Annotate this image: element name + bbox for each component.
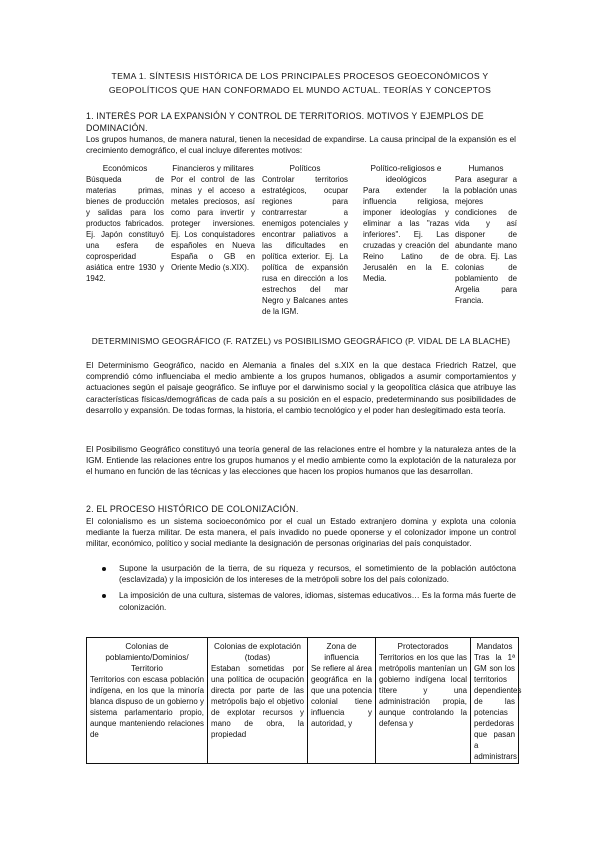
section-2-heading: 2. EL PROCESO HISTÓRICO DE COLONIZACIÓN. <box>86 504 299 514</box>
table-cell-explotacion <box>208 638 308 764</box>
table-cell-heading: Protectorados <box>397 642 449 651</box>
table-cell-mandatos <box>471 638 522 764</box>
table-cell-poblamiento <box>87 638 208 764</box>
motive-text: Controlar territorios estratégicos, ocupar regiones para contrarrestar a enemigos potenciales y encontrar paliativos a las dificultades en política exterior. Ej. La política de expansión rusa en dirección a los estrechos del mar Negro y Balcanes antes de la IGM. <box>262 175 348 316</box>
bullet-dot-icon <box>102 594 106 598</box>
table-cell-protectorados <box>376 638 471 764</box>
bullet-item <box>102 590 516 612</box>
section-2-intro: El colonialismo es un sistema socioeconómico por el cual un Estado extranjero domina y explota una colonia mediante la fuerza militar. De esta manera, el país invadido no puede oponerse y el colonizador impone un control militar, económico, político y social mediante la designación de personas originarias del país conquistador. <box>86 517 516 549</box>
motive-heading: Políticos <box>289 164 321 173</box>
determinismo-paragraph: El Determinismo Geográfico, nacido en Alemania a finales del s.XIX en la que destaca Friedrich Ratzel, que comprendió cómo influenciaba el medio ambiente a los grupos humanos, obligados a asumir comportamientos y actuaciones según el paisaje geográfico. Se influye por el darwinismo social y la geopolítica clásica que atribuye las características físicas/demográficas de cada país a su posición en el espacio, predeterminando sus posibilidades de desarrollo y expansión. De todas formas, la historia, el cambio tecnológico y el poder han deslegitimado esta teoría. <box>86 361 516 415</box>
table-cell-text: Estaban sometidas por una política de ocupación directa por parte de las metrópolis bajo el objetivo de explotar recursos y mano de obra, la propiedad <box>211 664 304 739</box>
motive-text: Para extender la influencia religiosa, imponer ideologías y eliminar a las "razas inferiores". Ej. Las cruzadas y creación del Reino Latino de Jerusalén en la E. Media. <box>363 186 449 283</box>
table-cell-heading: Colonias de poblamiento/Dominios/ Territorio <box>105 642 189 673</box>
motive-heading: Financieros y militares <box>172 164 254 173</box>
table-row <box>87 638 519 764</box>
motive-column-humanos <box>455 163 517 306</box>
motive-text: Búsqueda de materias primas, bienes de producción y salidas para los productos fabricados. Ej. Japón constituyó una esfera de coprosperidad asiática entre 1930 y 1942. <box>86 175 164 283</box>
motive-heading: Económicos <box>102 164 148 173</box>
motive-column-financieros <box>171 163 255 273</box>
table-cell-text: Territorios en los que las metrópolis mantenían un gobierno indígena local títere y una administración propia, aunque controlando la defensa y <box>379 653 467 728</box>
motive-heading: Político-religiosos e ideológicos <box>370 164 442 184</box>
bullet-text: Supone la usurpación de la tierra, de su riqueza y recursos, el sometimiento de la población autóctona (esclavizada) y la imposición de los intereses de la metrópoli sobre los del país colonizado. <box>119 564 516 585</box>
determinismo-vs-posibilismo-heading: DETERMINISMO GEOGRÁFICO (F. RATZEL) vs POSIBILISMO GEOGRÁFICO (P. VIDAL DE LA BLACHE) <box>91 336 511 346</box>
table-cell-text: Territorios con escasa población indígena, en los que la minoría blanca dispuso de un gobierno y sistema parlamentario propio, aunque manteniendo relaciones de <box>90 675 204 739</box>
motive-heading: Humanos <box>468 164 504 173</box>
table-cell-heading: Zona de influencia <box>324 642 359 662</box>
motive-column-politicos <box>262 163 348 317</box>
bullet-dot-icon <box>102 567 106 571</box>
posibilismo-paragraph: El Posibilismo Geográfico constituyó una teoría general de las relaciones entre el hombre y la naturaleza antes de la IGM. Entiende las relaciones entre los grupos humanos y el medio ambiente como la explotación de la naturaleza por el humano en función de las técnicas y las elecciones que hacen los propios humanos que las desarrollan. <box>86 445 516 477</box>
table-cell-heading: Mandatos <box>476 642 513 651</box>
section-1-intro: Los grupos humanos, de manera natural, tienen la necesidad de expandirse. La causa principal de la expansión es el crecimiento demográfico, el cual incluye diferentes motivos: <box>86 135 516 156</box>
motives-table <box>86 163 518 329</box>
colonization-bullet-list <box>102 563 516 618</box>
colony-types-table <box>86 637 522 764</box>
table-cell-text: Se refiere al área geográfica en la que una potencia colonial tiene influencia y autoridad, y <box>311 664 372 728</box>
table-cell-heading: Colonias de explotación (todas) <box>214 642 301 662</box>
document-title: TEMA 1. SÍNTESIS HISTÓRICA DE LOS PRINCIPALES PROCESOS GEOECONÓMICOS Y GEOPOLÍTICOS QUE HAN CONFORMADO EL MUNDO ACTUAL. TEORÍAS Y CONCEPTOS <box>108 71 492 95</box>
motive-column-politico-religiosos <box>363 163 449 284</box>
table-cell-zona-influencia <box>308 638 376 764</box>
table-cell-text: Tras la 1ª GM son los territorios dependientes de las potencias perdedoras que pasan a administrars <box>474 653 522 761</box>
motive-column-economicos <box>86 163 164 284</box>
motive-text: Por el control de las minas y el acceso a metales preciosos, así como para invertir y proteger inversiones. Ej. Los conquistadores españoles en Nueva España o GB en Oriente Medio (s.XIX). <box>171 175 255 272</box>
section-1-heading: 1. INTERÉS POR LA EXPANSIÓN Y CONTROL DE TERRITORIOS. MOTIVOS Y EJEMPLOS DE DOMINACIÓN. <box>86 111 484 133</box>
bullet-text: La imposición de una cultura, sistemas de valores, idiomas, sistemas educativos… Es la forma más fuerte de colonización. <box>119 591 516 612</box>
bullet-item <box>102 563 516 585</box>
motive-text: Para asegurar a la población unas mejores condiciones de vida y así disponer de abundante mano de obra. Ej. Las colonias de poblamiento de Argelia para Francia. <box>455 175 517 305</box>
